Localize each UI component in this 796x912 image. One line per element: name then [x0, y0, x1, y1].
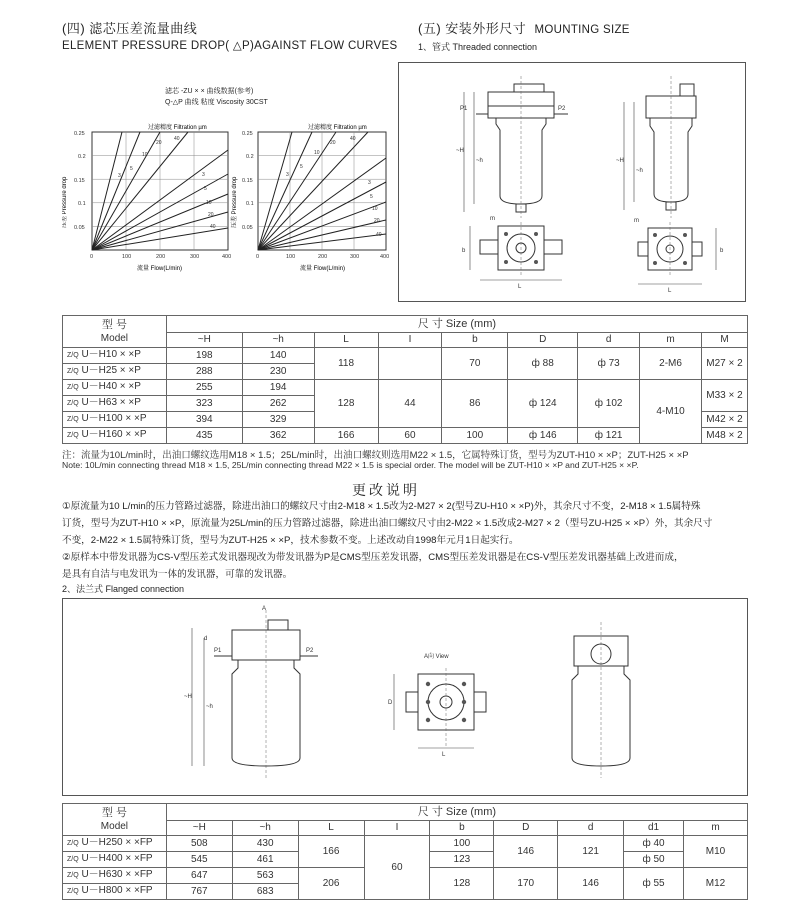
threaded-dim-m: m	[490, 216, 495, 222]
chart-left-ytick: 0.2	[78, 154, 86, 160]
chart-left-xtick: 400	[222, 254, 232, 260]
flanged-connection-drawing	[62, 598, 746, 794]
flanged-dim-a: A	[262, 606, 267, 612]
col-d: d	[578, 333, 640, 348]
chart-right-xtick: 0	[256, 254, 260, 260]
threaded-dim-m-side: m	[634, 218, 639, 224]
chart-left-header: 过滤精度 Filtration µm	[148, 125, 207, 131]
col-b: b	[442, 333, 508, 348]
note-cn: 注：流量为10L/min时，出油口螺纹选用M18 × 1.5；25L/min时，出油口螺纹则选用M22 × 1.5，它属特殊订货，型号为ZUT-H10 × ×P；ZUT-H25 × ×P	[62, 450, 689, 461]
chart-left-ytick: 0.05	[74, 225, 85, 231]
chart-right-line-label: 40	[376, 232, 382, 238]
chart-right-line-label: 20	[374, 218, 380, 224]
threaded-dim-p2: P2	[558, 106, 566, 112]
chart-right-ytick: 0.15	[242, 178, 253, 184]
chart-right-line-label: 40	[350, 136, 356, 142]
threaded-dim-l: L	[518, 284, 522, 290]
threaded-dim-h-side: ~H	[616, 158, 624, 164]
chart-caption-2: Q-△P 曲线 粘度 Viscosity 30CST	[165, 99, 268, 106]
chart-right-xtick: 100	[286, 254, 296, 260]
threaded-connection-drawing	[398, 62, 744, 300]
header-size-2: 尺 寸 Size (mm)	[166, 804, 747, 821]
header-model-2: 型 号 Model	[63, 804, 167, 836]
section5-sub1: 1、管式 Threaded connection	[418, 42, 538, 52]
note-en: Note: 10L/min connecting thread M18 × 1.5, 25L/min connecting thread M22 × 1.5 is special order. The model will be ZUT-H10 × ×P and ZUT-H25 × ×P.	[62, 460, 639, 470]
threaded-dim-p1: P1	[460, 106, 468, 112]
table-row: Z/Q U－H160 × ×P 435 362 166 60 100 ф 146 ф 121 M48 × 2	[63, 428, 748, 444]
header-model: 型 号 Model	[63, 316, 167, 348]
chart-right-header: 过滤精度 Filtration µm	[308, 125, 367, 131]
header-size: 尺 寸 Size (mm)	[166, 316, 747, 333]
chart-right-ytick: 0.25	[242, 131, 253, 137]
chart-right	[230, 123, 389, 272]
table-row: Z/Q U－H250 × ×FP 508 430 166 60 100 146 121 ф 40 M10	[63, 836, 748, 852]
chart-left-xlabel: 流量 Flow(L/min)	[137, 266, 183, 272]
chart-left-line-label: 20	[156, 140, 162, 146]
flanged-dim-l: L	[442, 752, 446, 758]
flanged-dim-p2: P2	[306, 648, 314, 654]
chart-left-ytick: 0.15	[74, 178, 85, 184]
flanged-dim-h: ~H	[184, 694, 192, 700]
threaded-dim-b: b	[462, 248, 466, 254]
changes-title: 更改说明	[352, 482, 420, 498]
chart-right-xtick: 200	[318, 254, 328, 260]
table-row: Z/Q U－H40 × ×P 255 194 128 44 86 ф 124 ф 102 4-M10 M33 × 2	[63, 380, 748, 396]
col-H: ~H	[166, 333, 242, 348]
chart-right-xtick: 400	[380, 254, 390, 260]
chart-left-xtick: 0	[90, 254, 94, 260]
chart-caption-1: 滤芯 -ZU × × 曲线数据(参考)	[165, 88, 254, 95]
chart-right-ytick: 0.1	[246, 201, 254, 207]
chart-left-line-label: 10	[142, 152, 148, 158]
table-row: Z/Q U－H25 × ×P 288 230	[63, 364, 748, 380]
flanged-size-table: 型 号 Model 尺 寸 Size (mm) ~H ~h L I b D d d1 m Z/Q U－H250 × ×FP 508 430 166 60 100 146 121 ф 40 M10 Z/Q U－H400 × ×FP 545 461 123 ф 50 Z/Q U－H630 × ×FP 647 563 206 128 170 146 ф 55 M12 Z/Q U－H800 × ×FP 767 683	[62, 803, 748, 900]
flanged-dim-d: d	[204, 636, 208, 642]
chart-left-line-label: 3	[118, 173, 121, 179]
chart-left-line-label: 20	[208, 212, 214, 218]
flanged-dim-hh: ~h	[206, 704, 213, 710]
table-row: Z/Q U－H800 × ×FP 767 683	[63, 884, 748, 900]
table-row: Z/Q U－H100 × ×P 394 329 M42 × 2	[63, 412, 748, 428]
section4-title-en: ELEMENT PRESSURE DROP( △P)AGAINST FLOW CURVES	[62, 40, 398, 52]
chart-right-line-label: 20	[330, 140, 336, 146]
col-D: D	[508, 333, 578, 348]
col-L: L	[314, 333, 378, 348]
table-row: Z/Q U－H400 × ×FP 545 461 123 ф 50	[63, 852, 748, 868]
threaded-size-table	[62, 315, 748, 444]
threaded-dim-l-side: L	[668, 288, 672, 294]
col-m: m	[640, 333, 702, 348]
chart-right-line-label: 10	[314, 150, 320, 156]
chart-left-line-label: 5	[204, 186, 207, 192]
chart-left-ylabel: 压差 Pressure drop	[62, 176, 68, 228]
chart-left-line-label: 40	[210, 224, 216, 230]
chart-left-line-label: 3	[202, 172, 205, 178]
chart-right-line-label: 3	[368, 180, 371, 186]
table-row: Z/Q U－H630 × ×FP 647 563 206 128 170 146 ф 55 M12	[63, 868, 748, 884]
chart-left-xtick: 100	[122, 254, 132, 260]
chart-right-line-label: 3	[286, 172, 289, 178]
chart-left-xtick: 200	[156, 254, 166, 260]
section5-title-cn: (五) 安装外形尺寸 MOUNTING SIZE	[418, 21, 630, 36]
col-I: I	[378, 333, 442, 348]
chart-right-ytick: 0.05	[242, 225, 253, 231]
threaded-dim-hh-side: ~h	[636, 168, 643, 174]
chart-right-line-label: 10	[372, 206, 378, 212]
chart-left-ytick: 0.1	[78, 201, 86, 207]
flanged-dim-p1: P1	[214, 648, 222, 654]
threaded-dim-hh: ~h	[476, 158, 483, 164]
chart-left-xtick: 300	[190, 254, 200, 260]
section4-title-cn: (四) 滤芯压差流量曲线	[62, 21, 198, 36]
chart-left-ytick: 0.25	[74, 131, 85, 137]
chart-right-line-label: 5	[370, 194, 373, 200]
chart-right-xtick: 300	[350, 254, 360, 260]
table-row: Z/Q U－H10 × ×P 198 140 118 70 ф 88 ф 73 2-M6 M27 × 2	[63, 348, 748, 364]
chart-right-ylabel: 压差 Pressure drop	[232, 176, 238, 228]
chart-left-line-label: 5	[130, 166, 133, 172]
chart-right-xlabel: 流量 Flow(L/min)	[300, 266, 346, 272]
chart-left-line-label: 40	[174, 136, 180, 142]
table-row: Z/Q U－H63 × ×P 323 262	[63, 396, 748, 412]
changes-text: ①原流量为10 L/min的压力管路过滤器，除进出油口的螺纹尺寸由2-M18 × 1.5改为2-M27 × 2(型号ZU-H10 × ×P)外，其余尺寸不变，2-M18 × 1.5属特殊 订货，型号为ZUT-H10 × ×P，原流量为25L/min的压力管路过滤器，除进出油口螺纹尺寸由2-M22 × 1.5改成2-M27 × 2（型号ZU-H25 × ×P）外，其余尺寸 不变，2-M22 × 1.5属特殊订货，型号为ZUT-H25 × ×P，技术参数不变。上述改动自1998年元月1日起实行。 ②原样本中带发讯器为CS-V型压差式发讯器现改为带发讯器为P是CMS型压差发讯器，CMS型压差发讯器是在CS-V型压差发讯器基础上改进而成， 是具有自洁与电发讯为一体的发讯器，可靠的发讯器。	[62, 501, 713, 580]
section6-sub2: 2、法兰式 Flanged connection	[62, 584, 185, 594]
chart-left-line-label: 10	[206, 200, 212, 206]
flanged-dim-D: D	[388, 700, 393, 706]
chart-right-line-label: 5	[300, 164, 303, 170]
col-h: ~h	[242, 333, 314, 348]
threaded-dim-h: ~H	[456, 148, 464, 154]
pressure-drop-charts	[62, 118, 398, 288]
col-M: M	[702, 333, 748, 348]
chart-right-ytick: 0.2	[246, 154, 254, 160]
threaded-dim-bb: b	[720, 248, 724, 254]
flanged-aview-label: A向 View	[424, 654, 449, 660]
chart-left	[62, 123, 231, 272]
